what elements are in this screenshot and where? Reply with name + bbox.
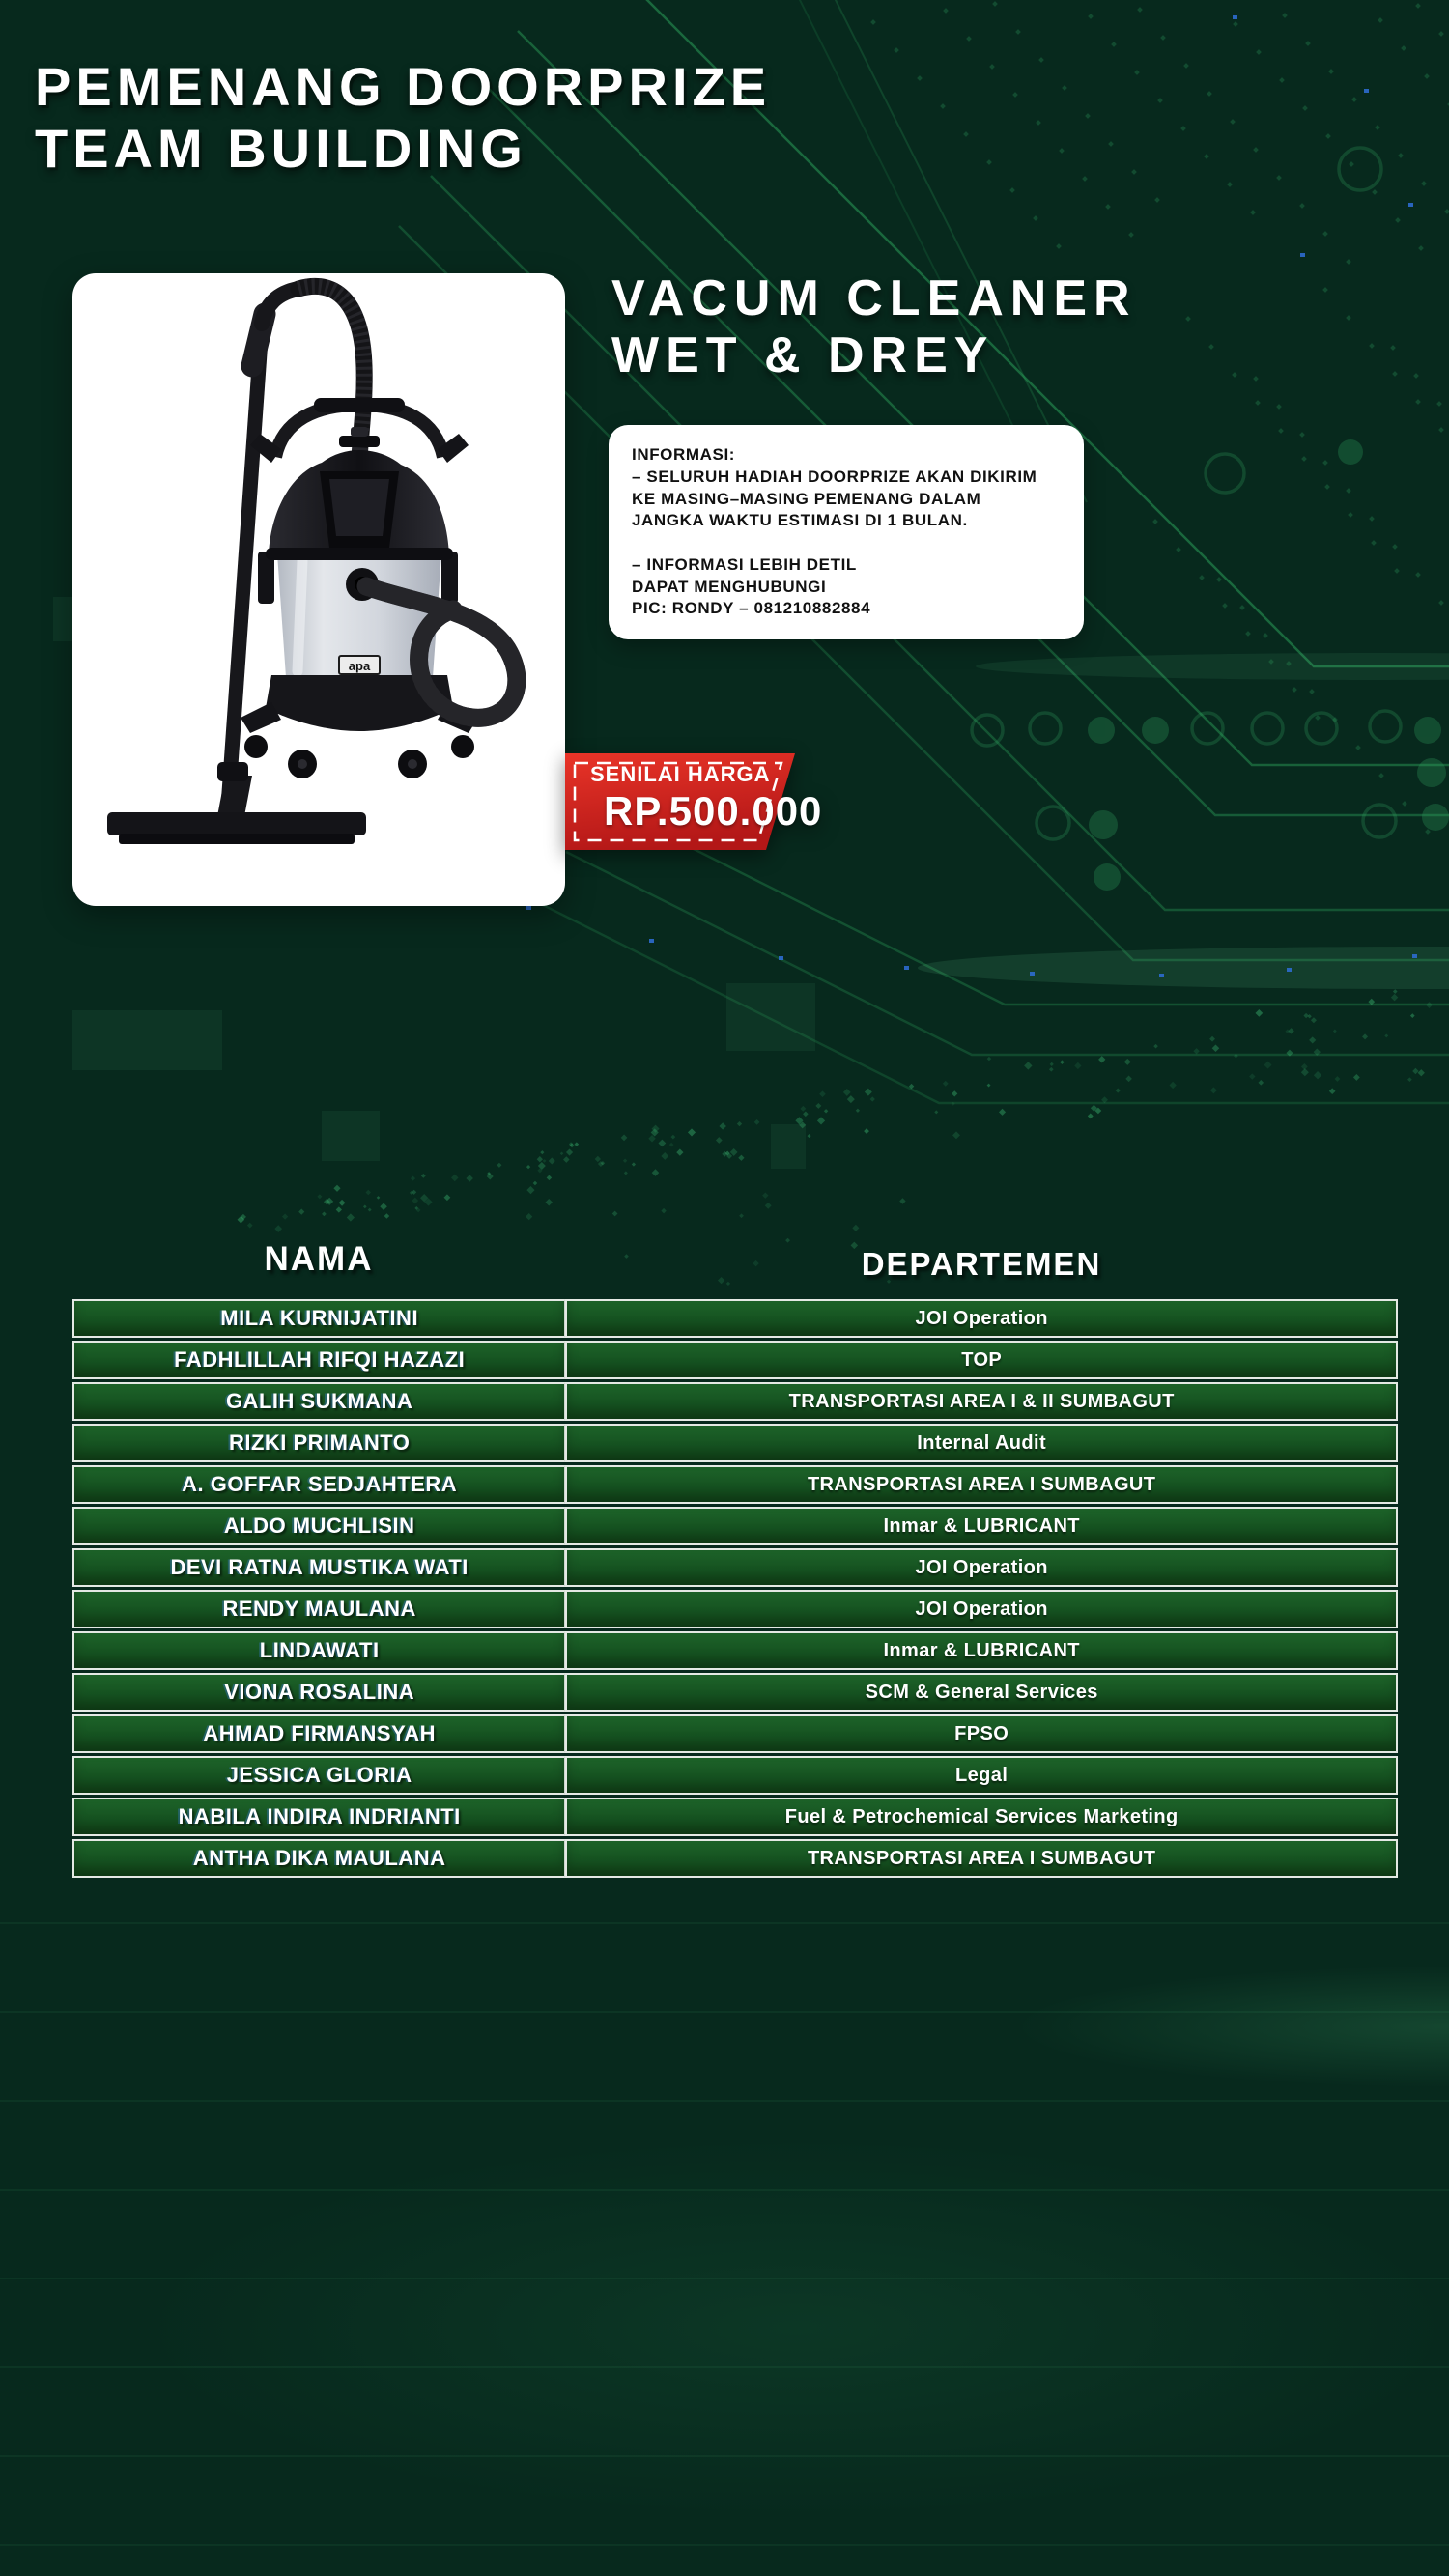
winner-name: ANTHA DIKA MAULANA <box>192 1846 446 1870</box>
winner-department: TOP <box>961 1348 1003 1371</box>
background-accent-rect <box>771 1124 806 1169</box>
info-line: JANGKA WAKTU ESTIMASI DI 1 BULAN. <box>632 511 968 530</box>
winner-name: AHMAD FIRMANSYAH <box>203 1721 436 1745</box>
department-cell <box>565 1424 1398 1462</box>
info-line: PIC: RONDY – 081210882884 <box>632 599 871 618</box>
info-heading: INFORMASI: <box>632 445 736 464</box>
name-cell <box>72 1465 565 1504</box>
department-cell <box>565 1465 1398 1504</box>
table-row <box>72 1839 1398 1878</box>
info-box <box>609 425 1084 639</box>
winner-department: TRANSPORTASI AREA I & II SUMBAGUT <box>788 1390 1175 1412</box>
info-line: DAPAT MENGHUBUNGI <box>632 577 827 596</box>
winner-name: RENDY MAULANA <box>222 1597 416 1621</box>
winner-name: RIZKI PRIMANTO <box>228 1430 411 1455</box>
product-card <box>72 273 565 906</box>
department-cell <box>565 1631 1398 1670</box>
brand-label: apa <box>348 659 371 673</box>
winner-table <box>72 1299 1398 1881</box>
table-row <box>72 1465 1398 1504</box>
winner-name: GALIH SUKMANA <box>225 1389 413 1413</box>
info-line: – SELURUH HADIAH DOORPRIZE AKAN DIKIRIM <box>632 467 1037 486</box>
info-lines <box>632 467 1061 620</box>
table-row <box>72 1798 1398 1836</box>
background-accent-rect <box>72 1010 222 1070</box>
price-ribbon-label: SENILAI HARGA <box>590 762 771 786</box>
name-cell <box>72 1839 565 1878</box>
table-row <box>72 1548 1398 1587</box>
winner-name: ALDO MUCHLISIN <box>223 1514 415 1538</box>
department-cell <box>565 1798 1398 1836</box>
winner-department: Legal <box>955 1764 1009 1786</box>
info-line <box>632 532 1061 554</box>
product-title-line1: VACUM CLEANER <box>611 270 1137 326</box>
name-cell <box>72 1590 565 1628</box>
name-cell <box>72 1714 565 1753</box>
name-cell <box>72 1341 565 1379</box>
department-cell <box>565 1839 1398 1878</box>
background-scanlines <box>0 1922 1449 2576</box>
department-cell <box>565 1590 1398 1628</box>
info-line: KE MASING–MASING PEMENANG DALAM <box>632 489 981 508</box>
winner-name: MILA KURNIJATINI <box>220 1306 419 1330</box>
table-row <box>72 1299 1398 1338</box>
department-cell <box>565 1548 1398 1587</box>
table-row <box>72 1631 1398 1670</box>
winner-department: Inmar & LUBRICANT <box>883 1639 1080 1661</box>
table-row <box>72 1714 1398 1753</box>
department-cell <box>565 1341 1398 1379</box>
winner-department: TRANSPORTASI AREA I SUMBAGUT <box>807 1847 1156 1869</box>
table-row <box>72 1590 1398 1628</box>
department-cell <box>565 1714 1398 1753</box>
page-title-line1: PEMENANG DOORPRIZE <box>35 56 772 117</box>
table-row <box>72 1424 1398 1462</box>
winner-department: JOI Operation <box>915 1307 1048 1329</box>
name-cell <box>72 1631 565 1670</box>
winner-name: DEVI RATNA MUSTIKA WATI <box>170 1555 469 1579</box>
department-cell <box>565 1507 1398 1545</box>
table-row <box>72 1673 1398 1712</box>
winner-name: VIONA ROSALINA <box>224 1680 415 1704</box>
table-row <box>72 1756 1398 1795</box>
winner-department: Internal Audit <box>917 1431 1047 1454</box>
winner-name: JESSICA GLORIA <box>226 1763 412 1787</box>
department-cell <box>565 1299 1398 1338</box>
winner-department: Fuel & Petrochemical Services Marketing <box>784 1805 1179 1827</box>
info-line: – INFORMASI LEBIH DETIL <box>632 554 857 574</box>
table-header-departemen: DEPARTEMEN <box>861 1246 1102 1282</box>
table-row <box>72 1507 1398 1545</box>
winner-name: A. GOFFAR SEDJAHTERA <box>182 1472 458 1496</box>
table-header-nama: NAMA <box>264 1240 374 1278</box>
name-cell <box>72 1424 565 1462</box>
vacuum-cleaner-image <box>72 273 565 906</box>
name-cell <box>72 1382 565 1421</box>
price-ribbon-value: RP.500.000 <box>604 788 823 834</box>
name-cell <box>72 1548 565 1587</box>
winner-department: SCM & General Services <box>865 1681 1098 1703</box>
product-title <box>611 270 1137 384</box>
table-row <box>72 1341 1398 1379</box>
winner-department: JOI Operation <box>915 1556 1048 1578</box>
winner-department: TRANSPORTASI AREA I SUMBAGUT <box>807 1473 1156 1495</box>
brand-plate <box>339 656 380 674</box>
background-accent-rect <box>322 1111 380 1161</box>
winner-name: NABILA INDIRA INDRIANTI <box>178 1804 461 1828</box>
table-row <box>72 1382 1398 1421</box>
department-cell <box>565 1756 1398 1795</box>
name-cell <box>72 1756 565 1795</box>
background-accent-rect <box>726 983 815 1051</box>
department-cell <box>565 1382 1398 1421</box>
winner-name: LINDAWATI <box>259 1638 380 1662</box>
product-title-line2: WET & DREY <box>611 326 995 383</box>
name-cell <box>72 1507 565 1545</box>
name-cell <box>72 1798 565 1836</box>
page-title-line2: TEAM BUILDING <box>35 117 527 179</box>
winner-department: Inmar & LUBRICANT <box>883 1514 1080 1537</box>
name-cell <box>72 1673 565 1712</box>
winner-department: JOI Operation <box>915 1598 1048 1620</box>
winner-name: FADHLILLAH RIFQI HAZAZI <box>174 1347 466 1372</box>
page-title <box>35 56 771 180</box>
name-cell <box>72 1299 565 1338</box>
winner-department: FPSO <box>954 1722 1009 1744</box>
department-cell <box>565 1673 1398 1712</box>
price-ribbon <box>565 753 823 850</box>
